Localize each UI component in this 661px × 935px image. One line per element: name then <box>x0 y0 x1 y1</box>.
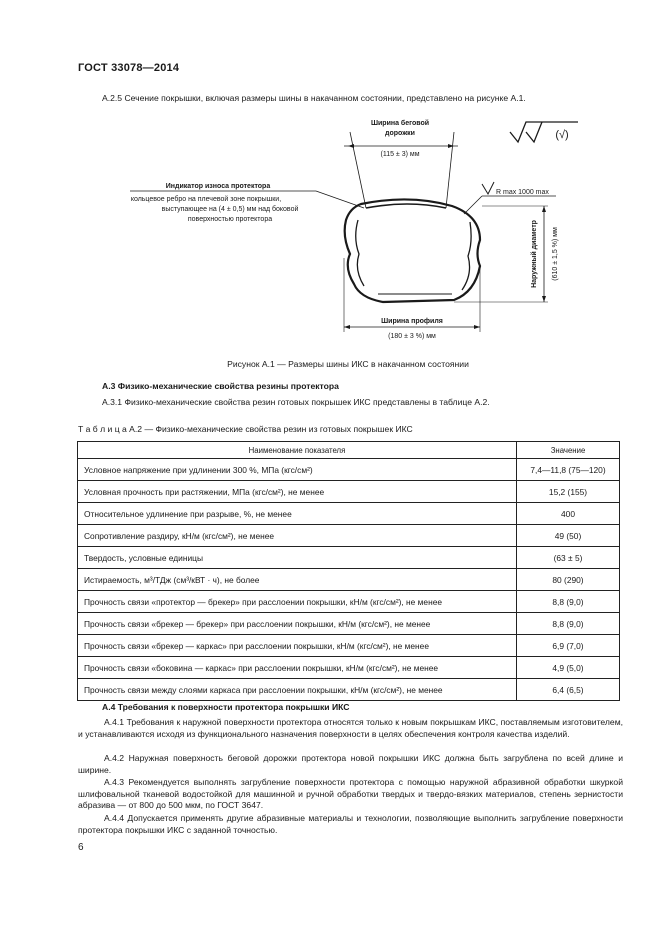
row-name: Прочность связи «брекер — брекер» при расслоении покрышки, кН/м (кгс/см²), не менее <box>78 613 517 635</box>
table-caption: Т а б л и ц а А.2 — Физико-механические свойства резин из готовых покрышек ИКС <box>78 424 413 434</box>
paragraph-a42: А.4.2 Наружная поверхность беговой дорожки протектора новой покрышки ИКС должна быть загрублена по всей длине и ширине. <box>78 753 623 775</box>
row-value: (63 ± 5) <box>517 547 620 569</box>
tread-width-label-2: дорожки <box>385 130 415 137</box>
paragraph-a41: А.4.1 Требования к наружной поверхности протектора относятся только к новым покрышкам ИКС, поставляемым изготовителем, и устанавливаются исходя из функционального назначения поверхности в целях обеспечения контроля качества изделий. <box>78 717 623 739</box>
row-name: Твердость, условные единицы <box>78 547 517 569</box>
section-a4-title: А.4 Требования к поверхности протектора покрышки ИКС <box>102 702 350 712</box>
svg-text:(√): (√) <box>555 129 569 141</box>
table-row <box>78 459 620 481</box>
row-value: 15,2 (155) <box>517 481 620 503</box>
paragraph-a25: А.2.5 Сечение покрышки, включая размеры шины в накачанном состоянии, представлено на рисунке А.1. <box>102 93 526 103</box>
table-row <box>78 503 620 525</box>
row-name: Прочность связи «боковина — каркас» при расслоении покрышки, кН/м (кгс/см²), не менее <box>78 657 517 679</box>
row-name: Истираемость, м³/ТДж (см³/кВТ · ч), не более <box>78 569 517 591</box>
tire-inner-right <box>462 222 471 290</box>
indicator-desc-2: выступающее на (4 ± 0,5) мм над боковой <box>161 206 299 213</box>
table-row <box>78 481 620 503</box>
tire-cross-section-figure <box>78 108 618 353</box>
table-row <box>78 525 620 547</box>
tread-width-value: (115 ± 3) мм <box>380 151 420 158</box>
indicator-title: Индикатор износа протектора <box>165 183 271 190</box>
table-row <box>78 679 620 701</box>
table-row <box>78 569 620 591</box>
page-number: 6 <box>78 842 84 853</box>
radius-label: R max 1000 max <box>496 189 549 196</box>
roughness-symbol <box>510 122 578 142</box>
diameter-label-2: (610 ± 1,5 %) мм <box>552 227 559 281</box>
row-name: Прочность связи «протектор — брекер» при расслоении покрышки, кН/м (кгс/см²), не менее <box>78 591 517 613</box>
indicator-desc-1: кольцевое ребро на плечевой зоне покрышки, <box>130 196 282 203</box>
row-name: Относительное удлинение при разрыве, %, не менее <box>78 503 517 525</box>
paragraph-a44: А.4.4 Допускается применять другие абразивные материалы и технологии, позволяющие выполнить загрубление поверхности протектора покрышки ИКС с заданной точностью. <box>78 813 623 835</box>
properties-table <box>77 441 620 701</box>
row-name: Прочность связи «брекер — каркас» при расслоении покрышки, кН/м (кгс/см²), не менее <box>78 635 517 657</box>
table-row <box>78 591 620 613</box>
row-name: Условная прочность при растяжении, МПа (кгс/см²), не менее <box>78 481 517 503</box>
row-value: 400 <box>517 503 620 525</box>
row-value: 8,8 (9,0) <box>517 613 620 635</box>
row-name: Прочность связи между слоями каркаса при расслоении покрышки, кН/м (кгс/см²), не менее <box>78 679 517 701</box>
row-name: Условное напряжение при удлинении 300 %, МПа (кгс/см²) <box>78 459 517 481</box>
profile-width-value: (180 ± 3 %) мм <box>388 333 436 340</box>
indicator-desc-3: поверхностью протектора <box>187 216 273 223</box>
table-row <box>78 635 620 657</box>
table-row <box>78 613 620 635</box>
table-header-name: Наименование показателя <box>78 442 517 459</box>
table-row <box>78 547 620 569</box>
row-value: 4,9 (5,0) <box>517 657 620 679</box>
row-value: 80 (290) <box>517 569 620 591</box>
row-value: 6,4 (6,5) <box>517 679 620 701</box>
paragraph-a31: А.3.1 Физико-механические свойства резин готовых покрышек ИКС представлены в таблице А.2. <box>102 397 490 407</box>
tire-inner-left <box>356 220 364 286</box>
row-value: 49 (50) <box>517 525 620 547</box>
row-value: 8,8 (9,0) <box>517 591 620 613</box>
section-a3-title: А.3 Физико-механические свойства резины протектора <box>102 381 339 391</box>
document-header: ГОСТ 33078—2014 <box>78 62 180 74</box>
table-row <box>78 657 620 679</box>
tread-width-label-1: Ширина беговой <box>370 120 430 127</box>
tire-tread-line <box>366 204 446 208</box>
diameter-label-1: Наружный диаметр <box>531 220 538 288</box>
row-value: 7,4—11,8 (75—120) <box>517 459 620 481</box>
profile-width-label: Ширина профиля <box>381 318 443 325</box>
tire-outline <box>345 199 480 302</box>
table-header-value: Значение <box>517 442 620 459</box>
row-name: Сопротивление раздиру, кН/м (кгс/см²), не менее <box>78 525 517 547</box>
paragraph-a43: А.4.3 Рекомендуется выполнять загрубление поверхности протектора с помощью наружной абразивной обработки шкуркой шлифовальной тканевой водостойкой для машинной и ручной обработки твердых и твердо-вязких материалов, степень зернистости абразива — от 800 до 500 мкм, по ГОСТ 3647. <box>78 777 623 811</box>
row-value: 6,9 (7,0) <box>517 635 620 657</box>
figure-caption: Рисунок А.1 — Размеры шины ИКС в накачанном состоянии <box>227 359 469 369</box>
